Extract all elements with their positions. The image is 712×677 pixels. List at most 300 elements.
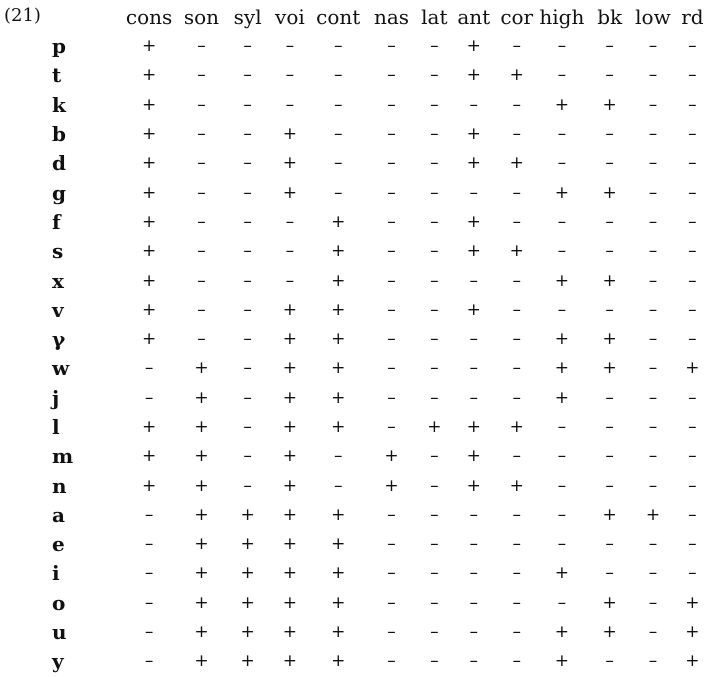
feature-value-cell: – bbox=[648, 299, 658, 320]
feature-value-cell: – bbox=[430, 475, 439, 496]
feature-value-cell: – bbox=[387, 417, 396, 437]
feature-value-cell: – bbox=[512, 387, 521, 408]
feature-value-cell: – bbox=[387, 241, 396, 262]
feature-value-cell: + bbox=[331, 504, 346, 525]
feature-value-cell: – bbox=[469, 387, 479, 408]
feature-header-row bbox=[44, 2, 712, 32]
feature-value-cell: – bbox=[512, 651, 521, 672]
feature-value-cell: – bbox=[144, 622, 154, 643]
feature-value-cell: – bbox=[557, 36, 567, 57]
feature-value-cell: – bbox=[144, 387, 154, 408]
feature-value-cell: – bbox=[512, 299, 521, 320]
feature-value-cell: + bbox=[141, 211, 157, 232]
feature-value-cell: – bbox=[243, 387, 252, 408]
feature-header: cor bbox=[500, 5, 534, 29]
feature-value-cell: – bbox=[605, 36, 614, 57]
feature-value-cell: + bbox=[466, 65, 481, 86]
feature-value-cell: – bbox=[605, 534, 614, 555]
feature-value-cell: + bbox=[554, 182, 569, 203]
feature-value-cell: – bbox=[387, 534, 396, 555]
feature-value-cell: – bbox=[512, 211, 521, 232]
feature-value-cell: – bbox=[688, 36, 697, 57]
feature-value-cell: – bbox=[469, 563, 479, 584]
feature-value-cell: + bbox=[554, 358, 569, 379]
feature-value-cell: – bbox=[557, 592, 567, 613]
feature-value-cell: – bbox=[648, 270, 658, 291]
feature-value-cell: + bbox=[282, 563, 298, 584]
feature-value-cell: + bbox=[141, 446, 157, 467]
table-row bbox=[44, 384, 712, 413]
feature-value-cell: – bbox=[648, 446, 658, 467]
table-row bbox=[44, 442, 712, 471]
feature-value-cell: – bbox=[557, 446, 567, 467]
feature-value-cell: + bbox=[685, 358, 700, 379]
feature-value-cell: – bbox=[243, 446, 252, 467]
feature-value-cell: – bbox=[648, 622, 658, 643]
feature-value-cell: – bbox=[285, 94, 295, 115]
feature-value-cell: + bbox=[141, 65, 157, 86]
feature-value-cell: – bbox=[197, 182, 206, 203]
feature-value-cell: – bbox=[430, 387, 439, 408]
feature-value-cell: – bbox=[387, 211, 396, 232]
feature-value-cell: + bbox=[554, 387, 569, 408]
feature-value-cell: – bbox=[557, 124, 567, 145]
feature-value-cell: + bbox=[331, 299, 346, 320]
feature-value-cell: + bbox=[331, 592, 346, 613]
feature-value-cell: + bbox=[282, 417, 298, 437]
feature-value-cell: – bbox=[688, 270, 697, 291]
segment-label: v bbox=[52, 297, 64, 322]
feature-value-cell: + bbox=[282, 153, 298, 174]
feature-value-cell: + bbox=[602, 329, 617, 350]
feature-value-cell: – bbox=[688, 124, 697, 145]
segment-label: o bbox=[52, 590, 66, 615]
feature-value-cell: – bbox=[648, 534, 658, 555]
feature-header: ant bbox=[457, 5, 491, 29]
feature-value-cell: + bbox=[141, 36, 157, 57]
feature-value-cell: – bbox=[197, 94, 206, 115]
feature-value-cell: – bbox=[688, 417, 697, 437]
feature-value-cell: – bbox=[387, 358, 396, 379]
feature-value-cell: + bbox=[240, 651, 255, 672]
feature-value-cell: – bbox=[197, 36, 206, 57]
feature-value-cell: + bbox=[554, 94, 569, 115]
feature-value-cell: + bbox=[384, 446, 399, 467]
feature-value-cell: – bbox=[387, 153, 396, 174]
feature-header: lat bbox=[421, 5, 448, 29]
feature-value-cell: – bbox=[605, 124, 614, 145]
feature-value-cell: – bbox=[334, 475, 343, 496]
feature-value-cell: + bbox=[685, 592, 700, 613]
segment-label: w bbox=[52, 356, 70, 381]
feature-value-cell: – bbox=[243, 358, 252, 379]
feature-value-cell: + bbox=[331, 387, 346, 408]
feature-value-cell: – bbox=[605, 153, 614, 174]
feature-value-cell: – bbox=[512, 124, 521, 145]
feature-value-cell: – bbox=[512, 563, 521, 584]
feature-value-cell: + bbox=[554, 622, 569, 643]
feature-value-cell: + bbox=[141, 94, 157, 115]
feature-value-cell: – bbox=[243, 299, 252, 320]
feature-header: low bbox=[635, 5, 671, 29]
feature-value-cell: – bbox=[688, 241, 697, 262]
feature-value-cell: + bbox=[331, 417, 346, 437]
feature-value-cell: – bbox=[334, 124, 343, 145]
segment-label: a bbox=[52, 502, 65, 527]
feature-value-cell: – bbox=[469, 622, 479, 643]
feature-value-cell: – bbox=[512, 270, 521, 291]
table-row bbox=[44, 266, 712, 295]
feature-value-cell: – bbox=[469, 592, 479, 613]
feature-value-cell: – bbox=[469, 329, 479, 350]
feature-value-cell: + bbox=[240, 534, 255, 555]
feature-value-cell: – bbox=[387, 124, 396, 145]
feature-value-cell: + bbox=[282, 358, 298, 379]
table-row bbox=[44, 61, 712, 90]
feature-value-cell: – bbox=[334, 446, 343, 467]
feature-value-cell: + bbox=[194, 475, 209, 496]
table-row bbox=[44, 501, 712, 530]
feature-value-cell: + bbox=[282, 446, 298, 467]
feature-value-cell: + bbox=[466, 446, 481, 467]
feature-value-cell: – bbox=[197, 299, 206, 320]
feature-value-cell: – bbox=[469, 651, 479, 672]
feature-value-cell: – bbox=[243, 211, 252, 232]
table-row bbox=[44, 530, 712, 559]
feature-value-cell: – bbox=[387, 94, 396, 115]
feature-value-cell: – bbox=[144, 651, 154, 672]
feature-value-cell: – bbox=[648, 475, 658, 496]
feature-value-cell: – bbox=[243, 270, 252, 291]
feature-value-cell: – bbox=[387, 270, 396, 291]
table-row bbox=[44, 237, 712, 266]
feature-value-cell: + bbox=[466, 211, 481, 232]
feature-value-cell: – bbox=[557, 211, 567, 232]
feature-value-cell: – bbox=[512, 182, 521, 203]
feature-value-cell: + bbox=[194, 592, 209, 613]
feature-value-cell: – bbox=[144, 358, 154, 379]
feature-value-cell: – bbox=[430, 651, 439, 672]
feature-value-cell: – bbox=[285, 211, 295, 232]
feature-value-cell: – bbox=[243, 36, 252, 57]
feature-value-cell: – bbox=[430, 270, 439, 291]
feature-value-cell: – bbox=[469, 534, 479, 555]
feature-value-cell: – bbox=[430, 65, 439, 86]
feature-header: high bbox=[539, 5, 585, 29]
feature-value-cell: + bbox=[685, 651, 700, 672]
feature-value-cell: – bbox=[144, 534, 154, 555]
feature-value-cell: – bbox=[334, 153, 343, 174]
header-corner bbox=[44, 2, 121, 32]
feature-value-cell: + bbox=[282, 475, 298, 496]
feature-value-cell: – bbox=[243, 94, 252, 115]
table-row bbox=[44, 559, 712, 588]
feature-value-cell: – bbox=[334, 182, 343, 203]
feature-value-cell: – bbox=[469, 270, 479, 291]
feature-value-cell: – bbox=[430, 182, 439, 203]
feature-value-cell: + bbox=[282, 592, 298, 613]
feature-value-cell: + bbox=[509, 65, 524, 86]
feature-value-cell: + bbox=[331, 651, 346, 672]
feature-value-cell: – bbox=[334, 65, 343, 86]
feature-value-cell: – bbox=[557, 153, 567, 174]
table-row bbox=[44, 413, 712, 442]
feature-value-cell: – bbox=[605, 387, 614, 408]
feature-value-cell: – bbox=[512, 622, 521, 643]
feature-value-cell: + bbox=[685, 622, 700, 643]
table-row bbox=[44, 296, 712, 325]
feature-value-cell: – bbox=[688, 329, 697, 350]
feature-value-cell: + bbox=[141, 475, 157, 496]
table-row bbox=[44, 178, 712, 207]
feature-value-cell: – bbox=[557, 534, 567, 555]
segment-label: u bbox=[52, 620, 67, 645]
feature-value-cell: – bbox=[512, 329, 521, 350]
feature-value-cell: + bbox=[282, 622, 298, 643]
feature-header: bk bbox=[597, 5, 623, 29]
segment-label: f bbox=[52, 209, 61, 234]
feature-value-cell: – bbox=[430, 153, 439, 174]
feature-value-cell: – bbox=[648, 417, 658, 437]
feature-value-cell: + bbox=[466, 124, 481, 145]
feature-value-cell: – bbox=[197, 241, 206, 262]
feature-value-cell: + bbox=[331, 563, 346, 584]
feature-value-cell: – bbox=[430, 299, 439, 320]
table-row bbox=[44, 589, 712, 618]
feature-value-cell: – bbox=[688, 65, 697, 86]
segment-label: g bbox=[52, 180, 66, 205]
feature-value-cell: – bbox=[430, 241, 439, 262]
feature-value-cell: – bbox=[334, 36, 343, 57]
feature-value-cell: – bbox=[243, 153, 252, 174]
feature-value-cell: – bbox=[430, 592, 439, 613]
feature-value-cell: + bbox=[331, 534, 346, 555]
feature-value-cell: – bbox=[197, 65, 206, 86]
feature-value-cell: – bbox=[430, 563, 439, 584]
feature-value-cell: + bbox=[141, 153, 157, 174]
feature-value-cell: + bbox=[141, 417, 157, 437]
feature-value-cell: + bbox=[194, 534, 209, 555]
feature-value-cell: + bbox=[509, 475, 524, 496]
feature-value-cell: + bbox=[141, 329, 157, 350]
feature-value-cell: + bbox=[240, 563, 255, 584]
feature-value-cell: + bbox=[466, 475, 481, 496]
feature-value-cell: – bbox=[648, 241, 658, 262]
feature-value-cell: – bbox=[243, 475, 252, 496]
feature-value-cell: – bbox=[688, 387, 697, 408]
segment-label: m bbox=[52, 444, 74, 469]
feature-value-cell: – bbox=[469, 504, 479, 525]
segment-label: γ bbox=[52, 327, 66, 352]
feature-value-cell: + bbox=[331, 241, 346, 262]
segment-label: t bbox=[52, 63, 62, 88]
feature-value-cell: – bbox=[648, 358, 658, 379]
feature-value-cell: – bbox=[243, 241, 252, 262]
feature-value-cell: – bbox=[430, 329, 439, 350]
feature-value-cell: – bbox=[648, 94, 658, 115]
feature-header: voi bbox=[275, 5, 305, 29]
segment-label: b bbox=[52, 122, 66, 147]
feature-value-cell: + bbox=[240, 504, 255, 525]
feature-value-cell: + bbox=[282, 182, 298, 203]
feature-value-cell: – bbox=[557, 241, 567, 262]
feature-value-cell: + bbox=[194, 563, 209, 584]
feature-value-cell: – bbox=[469, 358, 479, 379]
feature-value-cell: – bbox=[688, 299, 697, 320]
feature-value-cell: – bbox=[605, 211, 614, 232]
feature-value-cell: – bbox=[430, 534, 439, 555]
example-number: (21) bbox=[4, 5, 41, 26]
feature-value-cell: – bbox=[387, 504, 396, 525]
feature-value-cell: + bbox=[240, 592, 255, 613]
feature-value-cell: – bbox=[430, 622, 439, 643]
segment-label: p bbox=[52, 34, 66, 59]
feature-value-cell: – bbox=[648, 36, 658, 57]
feature-value-cell: + bbox=[331, 622, 346, 643]
feature-value-cell: – bbox=[469, 94, 479, 115]
feature-value-cell: + bbox=[466, 299, 481, 320]
feature-value-cell: – bbox=[469, 182, 479, 203]
feature-value-cell: – bbox=[648, 65, 658, 86]
feature-value-cell: – bbox=[144, 563, 154, 584]
feature-value-cell: – bbox=[387, 36, 396, 57]
feature-value-cell: – bbox=[648, 182, 658, 203]
segment-label: l bbox=[52, 415, 60, 439]
feature-value-cell: – bbox=[430, 36, 439, 57]
feature-value-cell: + bbox=[331, 211, 346, 232]
feature-value-cell: – bbox=[648, 563, 658, 584]
feature-value-cell: + bbox=[466, 417, 481, 437]
feature-value-cell: – bbox=[430, 211, 439, 232]
feature-value-cell: – bbox=[648, 592, 658, 613]
feature-value-cell: + bbox=[194, 446, 209, 467]
feature-value-cell: – bbox=[648, 211, 658, 232]
feature-value-cell: – bbox=[688, 534, 697, 555]
feature-value-cell: + bbox=[141, 299, 157, 320]
feature-value-cell: – bbox=[430, 94, 439, 115]
table-row bbox=[44, 91, 712, 120]
feature-value-cell: + bbox=[194, 622, 209, 643]
feature-value-cell: – bbox=[197, 270, 206, 291]
feature-header: son bbox=[183, 5, 220, 29]
feature-value-cell: + bbox=[282, 387, 298, 408]
feature-value-cell: – bbox=[243, 329, 252, 350]
feature-value-cell: + bbox=[602, 358, 617, 379]
feature-value-cell: + bbox=[141, 241, 157, 262]
feature-value-cell: – bbox=[430, 124, 439, 145]
feature-value-cell: + bbox=[602, 592, 617, 613]
feature-value-cell: + bbox=[331, 329, 346, 350]
feature-value-cell: + bbox=[466, 241, 481, 262]
segment-label: e bbox=[52, 532, 65, 557]
feature-value-cell: + bbox=[509, 153, 524, 174]
feature-value-cell: – bbox=[648, 329, 658, 350]
table-row bbox=[44, 647, 712, 676]
feature-value-cell: – bbox=[387, 651, 396, 672]
feature-value-cell: + bbox=[466, 36, 481, 57]
feature-value-cell: + bbox=[282, 504, 298, 525]
feature-value-cell: – bbox=[243, 65, 252, 86]
feature-value-cell: – bbox=[512, 358, 521, 379]
feature-value-cell: + bbox=[554, 270, 569, 291]
feature-value-cell: – bbox=[605, 475, 614, 496]
feature-value-cell: + bbox=[602, 504, 617, 525]
feature-value-cell: – bbox=[605, 65, 614, 86]
feature-value-cell: + bbox=[602, 270, 617, 291]
feature-value-cell: – bbox=[387, 387, 396, 408]
feature-value-cell: – bbox=[387, 182, 396, 203]
feature-value-cell: – bbox=[688, 563, 697, 584]
feature-value-cell: – bbox=[512, 446, 521, 467]
feature-value-cell: – bbox=[430, 358, 439, 379]
feature-value-cell: + bbox=[554, 651, 569, 672]
feature-value-cell: – bbox=[197, 211, 206, 232]
feature-value-cell: – bbox=[648, 124, 658, 145]
feature-value-cell: – bbox=[605, 417, 614, 437]
feature-value-cell: – bbox=[648, 651, 658, 672]
feature-value-cell: – bbox=[688, 446, 697, 467]
feature-value-cell: + bbox=[282, 329, 298, 350]
feature-value-cell: + bbox=[509, 241, 524, 262]
feature-matrix-body bbox=[44, 32, 712, 677]
table-row bbox=[44, 32, 712, 61]
feature-value-cell: – bbox=[557, 504, 567, 525]
feature-value-cell: – bbox=[387, 592, 396, 613]
feature-value-cell: – bbox=[688, 504, 697, 525]
feature-value-cell: + bbox=[141, 270, 157, 291]
table-row bbox=[44, 325, 712, 354]
feature-value-cell: – bbox=[144, 504, 154, 525]
feature-value-cell: – bbox=[387, 299, 396, 320]
feature-header: cont bbox=[316, 5, 361, 29]
feature-header: syl bbox=[233, 5, 262, 29]
feature-value-cell: – bbox=[387, 65, 396, 86]
feature-value-cell: + bbox=[194, 417, 209, 437]
feature-value-cell: – bbox=[605, 446, 614, 467]
feature-value-cell: + bbox=[141, 182, 157, 203]
feature-value-cell: + bbox=[466, 153, 481, 174]
feature-header: cons bbox=[125, 5, 173, 29]
feature-value-cell: – bbox=[387, 329, 396, 350]
feature-value-cell: – bbox=[285, 36, 295, 57]
table-row bbox=[44, 149, 712, 178]
feature-value-cell: – bbox=[605, 563, 614, 584]
feature-value-cell: + bbox=[331, 270, 346, 291]
segment-label: x bbox=[52, 268, 64, 293]
feature-header: rd bbox=[681, 5, 704, 29]
table-row bbox=[44, 471, 712, 500]
segment-label: s bbox=[52, 239, 64, 264]
feature-value-cell: – bbox=[243, 182, 252, 203]
segment-label: k bbox=[52, 92, 66, 117]
feature-value-cell: + bbox=[602, 182, 617, 203]
segment-label: d bbox=[52, 151, 66, 176]
feature-value-cell: – bbox=[387, 622, 396, 643]
feature-value-cell: + bbox=[282, 299, 298, 320]
feature-value-cell: – bbox=[688, 153, 697, 174]
feature-value-cell: + bbox=[240, 622, 255, 643]
segment-label: n bbox=[52, 473, 67, 498]
feature-value-cell: – bbox=[197, 124, 206, 145]
feature-value-cell: + bbox=[554, 329, 569, 350]
feature-value-cell: + bbox=[602, 622, 617, 643]
feature-value-cell: – bbox=[557, 475, 567, 496]
feature-value-cell: + bbox=[194, 504, 209, 525]
segment-label: y bbox=[52, 649, 64, 674]
feature-value-cell: + bbox=[509, 417, 524, 437]
segment-label: i bbox=[52, 561, 60, 586]
feature-value-cell: – bbox=[512, 94, 521, 115]
